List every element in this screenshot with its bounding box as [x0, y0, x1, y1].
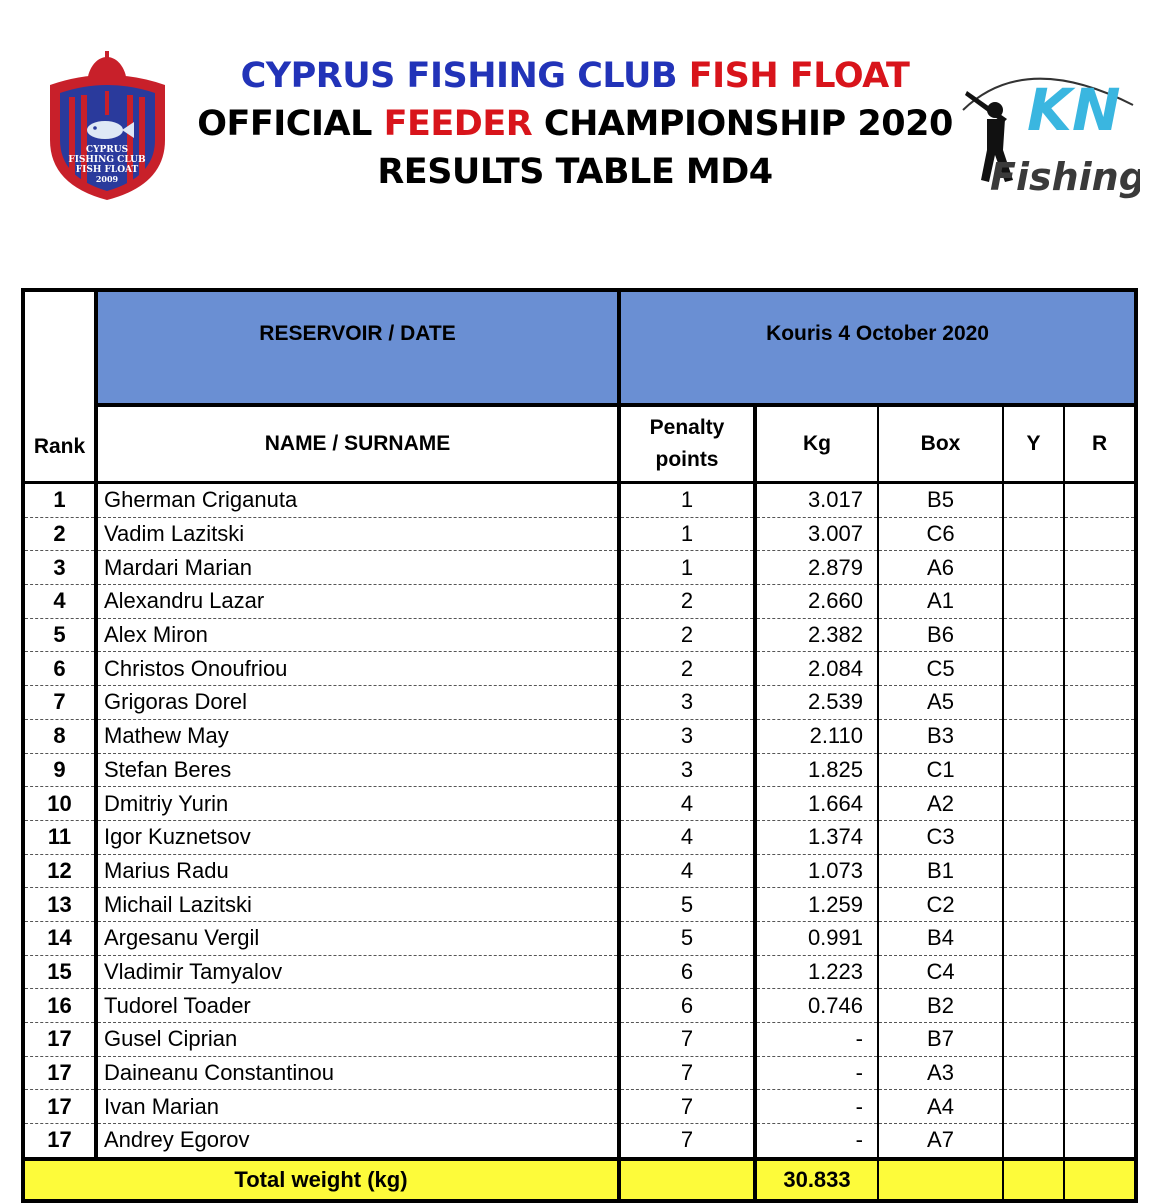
table-row [23, 686, 1136, 720]
sponsor-logo-kn: KN [1027, 76, 1121, 144]
box-column-header: Box [878, 405, 1003, 483]
name-cell: Michail Lazitski [96, 888, 619, 922]
kg-cell: 1.073 [755, 854, 878, 888]
table-row [23, 854, 1136, 888]
r-cell [1064, 483, 1136, 518]
r-cell [1064, 719, 1136, 753]
rank-cell: 14 [23, 921, 96, 955]
kg-cell: 2.382 [755, 618, 878, 652]
box-cell: C1 [878, 753, 1003, 787]
club-logo-text-3: FISH FLOAT [75, 165, 139, 175]
total-kg-cell [755, 1159, 878, 1201]
name-cell: Grigoras Dorel [96, 686, 619, 720]
r-cell [1064, 618, 1136, 652]
kg-cell: - [755, 1023, 878, 1057]
rank-cell: 9 [23, 753, 96, 787]
rank-cell: 17 [23, 1023, 96, 1057]
y-cell [1003, 1090, 1064, 1124]
y-cell [1003, 1056, 1064, 1090]
table-row [23, 551, 1136, 585]
name-cell: Marius Radu [96, 854, 619, 888]
rank-cell: 17 [23, 1124, 96, 1159]
penalty-cell: 1 [619, 483, 755, 518]
table-row [23, 888, 1136, 922]
rank-column-header: Rank [33, 435, 86, 458]
name-cell: Alexandru Lazar [96, 585, 619, 619]
box-cell: B5 [878, 483, 1003, 518]
penalty-cell: 7 [619, 1124, 755, 1159]
r-cell [1064, 955, 1136, 989]
y-cell [1003, 618, 1064, 652]
rank-cell: 4 [23, 585, 96, 619]
r-cell [1064, 652, 1136, 686]
y-cell [1003, 719, 1064, 753]
r-cell [1064, 921, 1136, 955]
total-y-cell [1003, 1159, 1064, 1201]
r-cell [1064, 585, 1136, 619]
title-club-name: CYPRUS FISHING CLUB [240, 56, 678, 96]
box-cell: B7 [878, 1023, 1003, 1057]
name-cell: Ivan Marian [96, 1090, 619, 1124]
penalty-cell: 3 [619, 753, 755, 787]
table-row [23, 483, 1136, 518]
box-cell: A4 [878, 1090, 1003, 1124]
kg-cell: 2.110 [755, 719, 878, 753]
rank-cell: 5 [23, 618, 96, 652]
rank-cell: 11 [23, 820, 96, 854]
y-cell [1003, 888, 1064, 922]
y-cell [1003, 517, 1064, 551]
rank-cell: 17 [23, 1056, 96, 1090]
name-cell: Vladimir Tamyalov [96, 955, 619, 989]
reservoir-value: Kouris 4 October 2020 [766, 322, 989, 345]
penalty-cell: 6 [619, 989, 755, 1023]
rank-cell: 13 [23, 888, 96, 922]
name-cell: Argesanu Vergil [96, 921, 619, 955]
total-value: 30.833 [783, 1166, 851, 1192]
kg-cell: - [755, 1124, 878, 1159]
table-row [23, 921, 1136, 955]
y-cell [1003, 585, 1064, 619]
r-cell [1064, 888, 1136, 922]
r-cell [1064, 1023, 1136, 1057]
reservoir-label-cell [96, 290, 619, 405]
box-cell: A6 [878, 551, 1003, 585]
box-cell: A1 [878, 585, 1003, 619]
total-penalty-cell [619, 1159, 755, 1201]
table-row [23, 1023, 1136, 1057]
y-cell [1003, 483, 1064, 518]
name-cell: Mardari Marian [96, 551, 619, 585]
title-club-float: FISH FLOAT [688, 56, 910, 96]
results-table [21, 288, 1138, 1203]
box-cell: A2 [878, 787, 1003, 821]
table-row [23, 753, 1136, 787]
box-cell: B2 [878, 989, 1003, 1023]
box-cell: B4 [878, 921, 1003, 955]
penalty-cell: 7 [619, 1056, 755, 1090]
kg-cell: 1.664 [755, 787, 878, 821]
penalty-cell: 1 [619, 517, 755, 551]
box-cell: C4 [878, 955, 1003, 989]
title-official: OFFICIAL [197, 104, 372, 144]
penalty-cell: 2 [619, 585, 755, 619]
kg-cell: 2.539 [755, 686, 878, 720]
box-cell: B3 [878, 719, 1003, 753]
box-cell: C6 [878, 517, 1003, 551]
y-column-header: Y [1003, 405, 1064, 483]
y-cell [1003, 1023, 1064, 1057]
table-row [23, 955, 1136, 989]
penalty-cell: 5 [619, 921, 755, 955]
y-cell [1003, 787, 1064, 821]
kg-cell: 1.825 [755, 753, 878, 787]
y-cell [1003, 686, 1064, 720]
r-cell [1064, 854, 1136, 888]
y-cell [1003, 551, 1064, 585]
title-championship: CHAMPIONSHIP 2020 [543, 104, 953, 144]
rank-cell: 2 [23, 517, 96, 551]
name-cell: Igor Kuznetsov [96, 820, 619, 854]
rank-cell: 8 [23, 719, 96, 753]
table-row [23, 787, 1136, 821]
table-row [23, 618, 1136, 652]
total-box-cell [878, 1159, 1003, 1201]
penalty-cell: 2 [619, 652, 755, 686]
name-cell: Mathew May [96, 719, 619, 753]
name-cell: Vadim Lazitski [96, 517, 619, 551]
kg-cell: 3.007 [755, 517, 878, 551]
total-label-cell [23, 1159, 619, 1201]
title-line-1 [190, 52, 960, 100]
club-logo-text-4: 2009 [95, 174, 119, 184]
table-row [23, 585, 1136, 619]
name-cell: Dmitriy Yurin [96, 787, 619, 821]
y-cell [1003, 652, 1064, 686]
name-cell: Tudorel Toader [96, 989, 619, 1023]
name-cell: Stefan Beres [96, 753, 619, 787]
box-cell: B1 [878, 854, 1003, 888]
box-cell: C2 [878, 888, 1003, 922]
rank-cell: 3 [23, 551, 96, 585]
kg-cell: 1.223 [755, 955, 878, 989]
r-cell [1064, 753, 1136, 787]
title-line-2 [190, 100, 960, 148]
r-cell [1064, 820, 1136, 854]
penalty-column-header: Penalty points [619, 405, 755, 483]
rank-cell: 6 [23, 652, 96, 686]
penalty-cell: 5 [619, 888, 755, 922]
r-cell [1064, 551, 1136, 585]
sponsor-logo [955, 55, 1140, 205]
rank-cell: 1 [23, 483, 96, 518]
box-cell: C5 [878, 652, 1003, 686]
rank-cell: 10 [23, 787, 96, 821]
y-cell [1003, 955, 1064, 989]
rank-cell: 12 [23, 854, 96, 888]
total-label: Total weight (kg) [234, 1166, 408, 1192]
penalty-cell: 1 [619, 551, 755, 585]
kg-cell: 1.374 [755, 820, 878, 854]
table-row [23, 517, 1136, 551]
box-cell: B6 [878, 618, 1003, 652]
table-row [23, 1056, 1136, 1090]
rank-cell: 7 [23, 686, 96, 720]
y-cell [1003, 753, 1064, 787]
title-line-3: RESULTS TABLE MD4 [377, 152, 773, 192]
y-cell [1003, 1124, 1064, 1159]
title-feeder: FEEDER [383, 104, 533, 144]
kg-cell: 1.259 [755, 888, 878, 922]
club-logo-text-2: FISHING CLUB [68, 155, 146, 165]
r-cell [1064, 989, 1136, 1023]
box-cell: A7 [878, 1124, 1003, 1159]
penalty-cell: 4 [619, 854, 755, 888]
penalty-cell: 7 [619, 1090, 755, 1124]
r-cell [1064, 517, 1136, 551]
box-cell: C3 [878, 820, 1003, 854]
rank-cell: 16 [23, 989, 96, 1023]
penalty-cell: 2 [619, 618, 755, 652]
table-row [23, 652, 1136, 686]
total-r-cell [1064, 1159, 1136, 1201]
kg-cell: 2.879 [755, 551, 878, 585]
r-cell [1064, 686, 1136, 720]
name-cell: Gherman Criganuta [96, 483, 619, 518]
table-row [23, 719, 1136, 753]
page-title [190, 52, 960, 196]
name-cell: Christos Onoufriou [96, 652, 619, 686]
r-column-header: R [1064, 405, 1136, 483]
name-cell: Alex Miron [96, 618, 619, 652]
name-column-header: NAME / SURNAME [96, 405, 619, 483]
name-cell: Andrey Egorov [96, 1124, 619, 1159]
penalty-cell: 3 [619, 719, 755, 753]
table-row [23, 1090, 1136, 1124]
y-cell [1003, 921, 1064, 955]
results-rows [23, 483, 1136, 1159]
kg-cell: - [755, 1090, 878, 1124]
rank-cell: 17 [23, 1090, 96, 1124]
y-cell [1003, 854, 1064, 888]
r-cell [1064, 1090, 1136, 1124]
reservoir-value-cell [619, 290, 1136, 405]
penalty-cell: 4 [619, 820, 755, 854]
kg-column-header: Kg [755, 405, 878, 483]
penalty-cell: 4 [619, 787, 755, 821]
kg-cell: 3.017 [755, 483, 878, 518]
r-cell [1064, 1056, 1136, 1090]
y-cell [1003, 820, 1064, 854]
rank-header-cell [23, 290, 96, 483]
rank-cell: 15 [23, 955, 96, 989]
penalty-cell: 6 [619, 955, 755, 989]
kg-cell: 0.746 [755, 989, 878, 1023]
y-cell [1003, 989, 1064, 1023]
r-cell [1064, 1124, 1136, 1159]
reservoir-label: RESERVOIR / DATE [259, 322, 456, 345]
kg-cell: - [755, 1056, 878, 1090]
box-cell: A5 [878, 686, 1003, 720]
table-row [23, 989, 1136, 1023]
box-cell: A3 [878, 1056, 1003, 1090]
penalty-cell: 7 [619, 1023, 755, 1057]
table-row [23, 820, 1136, 854]
kg-cell: 2.084 [755, 652, 878, 686]
sponsor-logo-fishing: Fishing [990, 155, 1140, 199]
kg-cell: 0.991 [755, 921, 878, 955]
club-logo-text-1: CYPRUS [85, 145, 129, 155]
name-cell: Daineanu Constantinou [96, 1056, 619, 1090]
penalty-cell: 3 [619, 686, 755, 720]
r-cell [1064, 787, 1136, 821]
table-row [23, 1124, 1136, 1159]
kg-cell: 2.660 [755, 585, 878, 619]
club-logo [40, 45, 175, 205]
name-cell: Gusel Ciprian [96, 1023, 619, 1057]
